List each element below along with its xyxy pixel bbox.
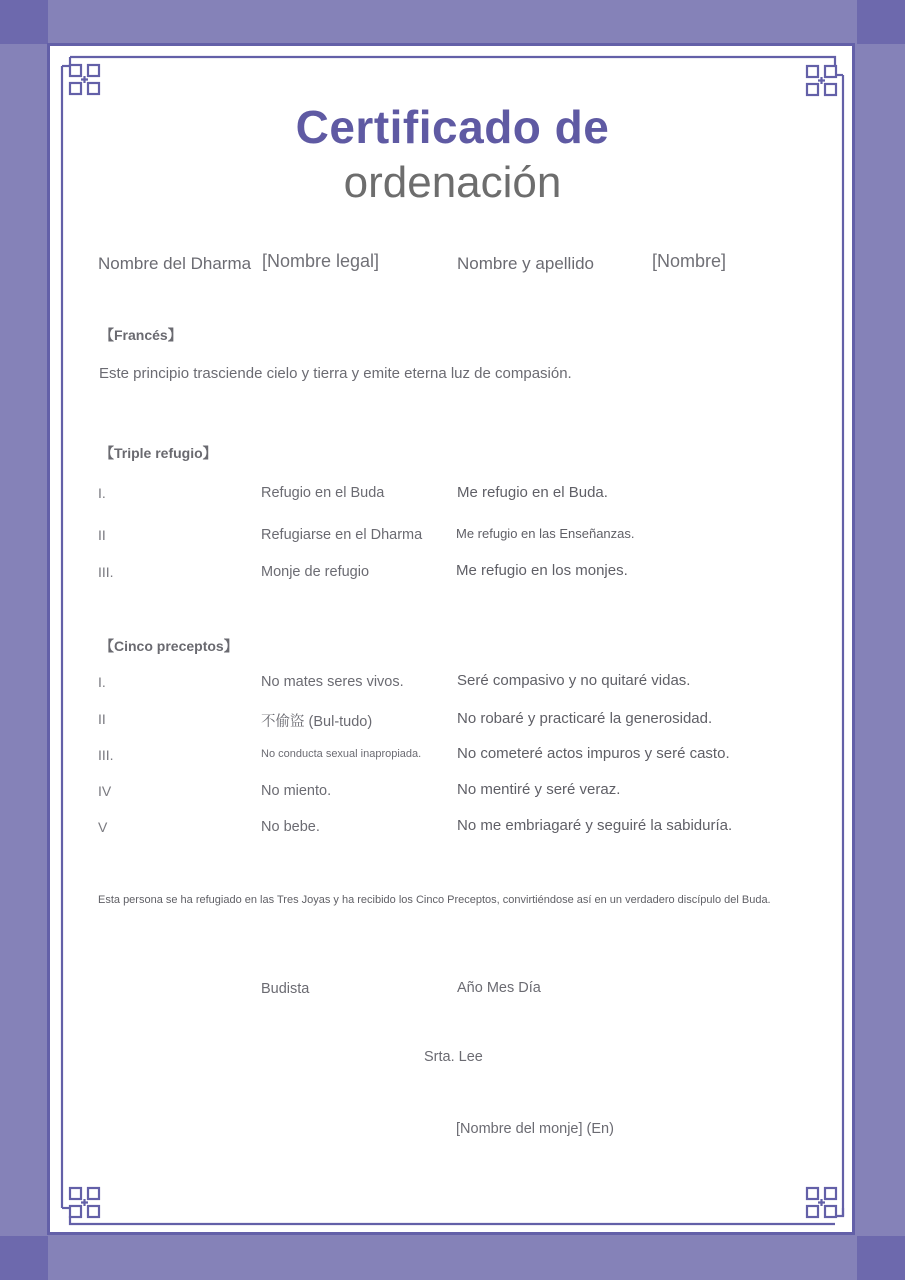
recipient-name: Srta. Lee xyxy=(424,1049,483,1065)
row-number: II xyxy=(98,527,106,543)
monk-name-field[interactable]: [Nombre del monje] (En) xyxy=(456,1121,614,1137)
row-meaning: Seré compasivo y no quitaré vidas. xyxy=(457,672,691,689)
endless-knot-icon xyxy=(70,1188,99,1217)
row-name: No conducta sexual inapropiada. xyxy=(261,748,422,760)
row-number: III. xyxy=(98,747,114,763)
row-name: Monje de refugio xyxy=(261,564,370,580)
dharma-name-value[interactable]: [Nombre legal] xyxy=(262,251,380,271)
title-line-1: Certificado de xyxy=(295,101,610,153)
endless-knot-icon xyxy=(807,1188,836,1217)
endless-knot-icon xyxy=(70,57,99,94)
full-name-value[interactable]: [Nombre] xyxy=(652,251,727,271)
title-line-2: ordenación xyxy=(343,158,562,207)
row-meaning: No robaré y practicaré la generosidad. xyxy=(457,710,713,727)
row-number: III. xyxy=(98,564,114,580)
era-label: Budista xyxy=(261,981,310,997)
dharma-name-label: Nombre del Dharma xyxy=(98,254,252,273)
row-name: Refugio en el Buda xyxy=(261,485,385,501)
row-meaning: Me refugio en los monjes. xyxy=(456,562,628,579)
row-number: I. xyxy=(98,485,106,501)
endless-knot-icon xyxy=(807,66,836,95)
row-meaning: Me refugio en las Enseñanzas. xyxy=(456,526,635,541)
row-number: V xyxy=(98,819,108,835)
row-number: I. xyxy=(98,674,106,690)
date-field[interactable]: Año Mes Día xyxy=(457,980,541,996)
full-name-label: Nombre y apellido xyxy=(457,254,595,273)
section-heading-frances: 【Francés】 xyxy=(100,327,182,343)
row-name: No mates seres vivos. xyxy=(261,674,404,690)
row-meaning: No cometeré actos impuros y seré casto. xyxy=(457,745,730,762)
row-meaning: No me embriagaré y seguiré la sabiduría. xyxy=(457,817,733,834)
section-heading-triple-refugio: 【Triple refugio】 xyxy=(100,445,217,461)
section-heading-cinco-preceptos: 【Cinco preceptos】 xyxy=(100,638,238,654)
row-number: IV xyxy=(98,783,112,799)
frances-text: Este principio trasciende cielo y tierra y emite eterna luz de compasión. xyxy=(99,365,572,382)
row-name: No bebe. xyxy=(261,819,320,835)
row-name: Refugiarse en el Dharma xyxy=(261,527,423,543)
row-meaning: No mentiré y seré veraz. xyxy=(457,781,621,798)
row-number: II xyxy=(98,711,106,727)
certification-statement: Esta persona se ha refugiado en las Tres Joyas y ha recibido los Cinco Preceptos, convirtiéndose así en un verdadero discípulo del Buda. xyxy=(98,894,771,906)
row-name: 不偷盜 (Bul-tudo) xyxy=(261,714,373,730)
row-name: No miento. xyxy=(261,783,332,799)
row-meaning: Me refugio en el Buda. xyxy=(457,484,608,501)
